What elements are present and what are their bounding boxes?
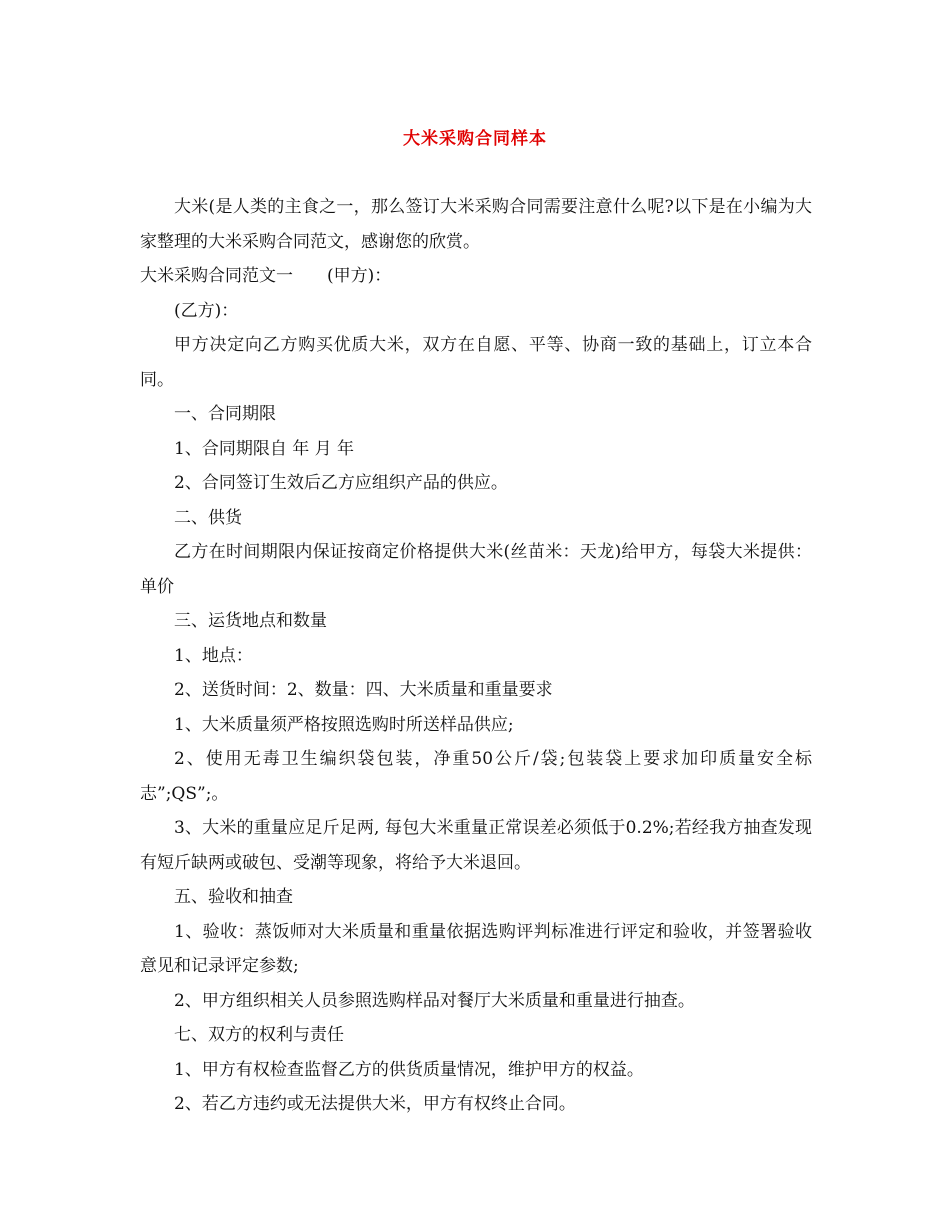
clause-quality-3: 3、大米的重量应足斤足两, 每包大米重量正常误差必须低于0.2%;若经我方抽查发现有短斤缺两或破包、受潮等现象，将给予大米退回。 xyxy=(140,818,812,873)
contract-party-a-line: 大米采购合同范文一 (甲方)： xyxy=(140,266,392,286)
contract-party-b-line: (乙方)： xyxy=(174,300,239,321)
clause-quality-2: 2、使用无毒卫生编织袋包装，净重50公斤/袋;包装袋上要求加印质量安全标志”;QS”;。 xyxy=(140,749,812,804)
section-heading-supply: 二、供货 xyxy=(174,507,242,528)
section-heading-delivery: 三、运货地点和数量 xyxy=(174,611,327,631)
clause-term-1: 1、合同期限自 年 月 年 xyxy=(174,438,355,459)
clause-delivery-2: 2、送货时间：2、数量：四、大米质量和重量要求 xyxy=(174,680,553,700)
intro-paragraph: 大米(是人类的主食之一，那么签订大米采购合同需要注意什么呢?以下是在小编为大家整理的大米采购合同范文，感谢您的欣赏。 xyxy=(140,197,812,252)
clause-supply: 乙方在时间期限内保证按商定价格提供大米(丝苗米：天龙)给甲方，每袋大米提供：单价 xyxy=(140,542,812,597)
clause-inspection-1: 1、验收：蒸饭师对大米质量和重量依据选购评判标准进行评定和验收，并签署验收意见和记录评定参数; xyxy=(140,921,812,976)
clause-term-2: 2、合同签订生效后乙方应组织产品的供应。 xyxy=(174,473,508,493)
contract-preamble: 甲方决定向乙方购买优质大米，双方在自愿、平等、协商一致的基础上，订立本合同。 xyxy=(140,335,812,390)
clause-quality-1: 1、大米质量须严格按照选购时所送样品供应; xyxy=(174,714,514,735)
clause-delivery-1: 1、地点： xyxy=(174,645,253,666)
document-body xyxy=(140,190,812,1122)
clause-inspection-2: 2、甲方组织相关人员参照选购样品对餐厅大米质量和重量进行抽查。 xyxy=(174,990,695,1011)
document-title: 大米采购合同样本 xyxy=(403,129,547,149)
clause-rights-1: 1、甲方有权检查监督乙方的供货质量情况，维护甲方的权益。 xyxy=(174,1059,644,1080)
clause-rights-2: 2、若乙方违约或无法提供大米，甲方有权终止合同。 xyxy=(174,1094,576,1114)
section-heading-term: 一、合同期限 xyxy=(174,404,276,424)
section-heading-inspection: 五、验收和抽查 xyxy=(174,887,293,907)
section-heading-rights: 七、双方的权利与责任 xyxy=(174,1025,344,1045)
